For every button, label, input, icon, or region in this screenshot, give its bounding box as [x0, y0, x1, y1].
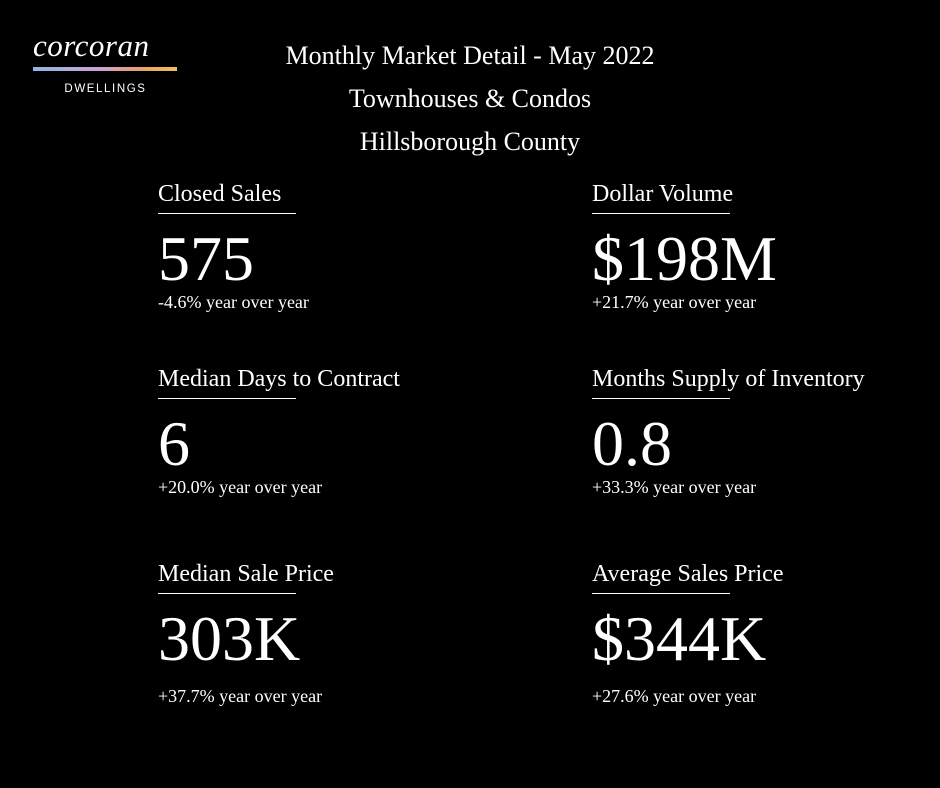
metric-change: +27.6% year over year	[592, 686, 757, 706]
metric-median-days-to-contract	[158, 365, 488, 498]
metric-change: +37.7% year over year	[158, 686, 323, 706]
metric-months-supply	[592, 365, 922, 498]
metric-average-sales-price	[592, 560, 922, 707]
metric-value: $344K	[592, 603, 767, 674]
page-title: Monthly Market Detail - May 2022	[285, 41, 655, 70]
metric-closed-sales	[158, 180, 488, 313]
metric-value: 575	[158, 223, 254, 294]
header	[0, 34, 940, 163]
metric-change: +21.7% year over year	[592, 292, 757, 312]
metric-label: Dollar Volume	[592, 181, 734, 207]
page-region: Hillsborough County	[359, 127, 581, 156]
metric-value: $198M	[592, 223, 777, 294]
metric-divider	[592, 213, 730, 214]
logo-subtitle: DWELLINGS	[64, 83, 147, 95]
metric-value: 6	[158, 408, 190, 479]
metric-label: Median Days to Contract	[158, 366, 400, 392]
metric-dollar-volume	[592, 180, 922, 313]
metric-median-sale-price	[158, 560, 488, 707]
metric-divider	[592, 398, 730, 399]
logo-wordmark: corcoran	[33, 28, 150, 63]
metric-change: +33.3% year over year	[592, 477, 757, 497]
metric-label: Average Sales Price	[592, 561, 784, 587]
metric-label: Closed Sales	[158, 181, 282, 207]
metric-label: Months Supply of Inventory	[592, 366, 865, 392]
metric-divider	[592, 593, 730, 594]
metric-change: +20.0% year over year	[158, 477, 323, 497]
metric-change: -4.6% year over year	[158, 292, 309, 312]
page-subtitle: Townhouses & Condos	[348, 84, 592, 113]
metric-divider	[158, 593, 296, 594]
metric-divider	[158, 398, 296, 399]
metric-value: 303K	[158, 603, 301, 674]
metric-value: 0.8	[592, 408, 672, 479]
metric-label: Median Sale Price	[158, 561, 334, 587]
metric-divider	[158, 213, 296, 214]
